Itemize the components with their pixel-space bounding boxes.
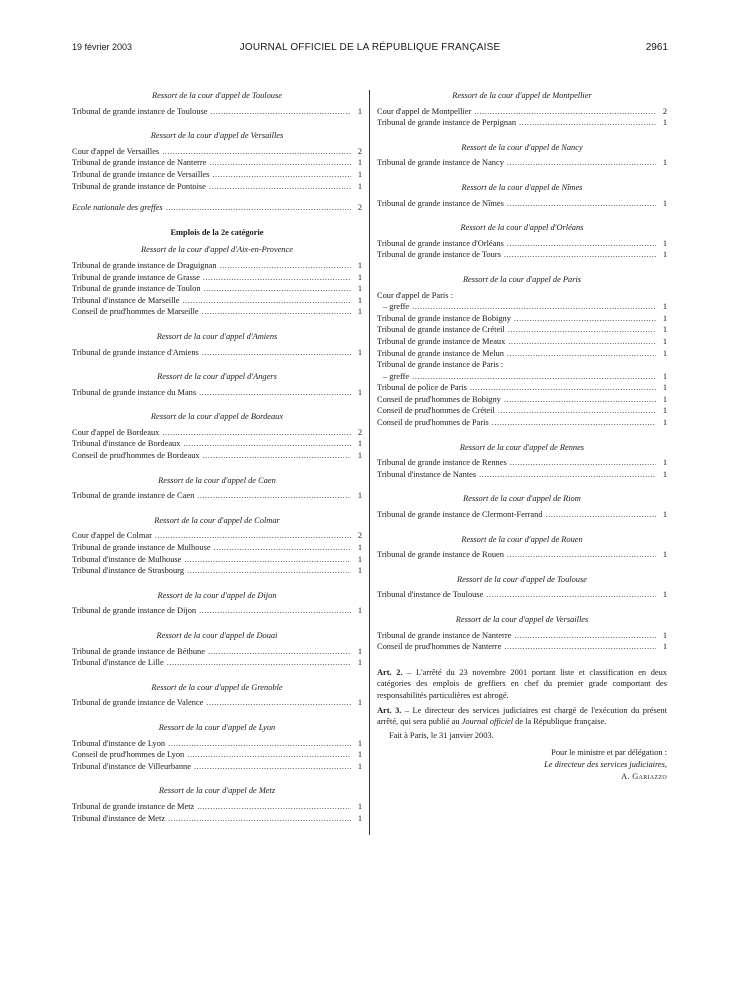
list-item [72, 347, 362, 359]
item-label: Tribunal de grande instance du Mans [72, 387, 197, 397]
article-3 [377, 705, 667, 728]
leader-dots [507, 238, 656, 250]
item-count: 1 [357, 272, 362, 282]
item-label: Tribunal de grande instance de Bobigny [377, 313, 511, 323]
leader-dots [474, 106, 656, 118]
item-label: Cour d'appel de Montpellier [377, 106, 472, 116]
list-item [72, 272, 362, 284]
list-item [377, 336, 667, 348]
item-label: Tribunal de grande instance d'Amiens [72, 347, 199, 357]
leader-dots [202, 306, 351, 318]
section-heading: Ressort de la cour d'appel d'Angers [157, 372, 277, 382]
leader-dots [166, 202, 351, 214]
article-3-journal: Journal officiel [461, 717, 514, 727]
item-count: 1 [357, 181, 362, 191]
item-count: 1 [662, 642, 667, 652]
list-item [377, 371, 667, 383]
item-label: Tribunal de grande instance de Tours [377, 250, 501, 260]
signature-line-2: Le directeur des services judiciaires, [544, 759, 667, 769]
list-item [72, 490, 362, 502]
list-item [72, 542, 362, 554]
leader-dots [504, 249, 656, 261]
list-item [377, 198, 667, 210]
section-heading: Ressort de la cour d'appel de Colmar [154, 515, 280, 525]
section [377, 493, 667, 520]
item-count: 1 [662, 198, 667, 208]
leader-dots [470, 382, 656, 394]
leader-dots [510, 457, 656, 469]
item-count: 1 [662, 510, 667, 520]
list-item [377, 359, 667, 371]
item-count: 2 [357, 427, 362, 437]
section-heading: Ressort de la cour d'appel de Toulouse [457, 574, 587, 584]
item-label: Tribunal de grande instance de Caen [72, 491, 195, 501]
item-label: Conseil de prud'hommes de Lyon [72, 750, 185, 760]
list-item [377, 641, 667, 653]
leader-dots [209, 157, 351, 169]
item-label: Tribunal de grande instance de Melun [377, 348, 504, 358]
article-3-label: Art. 3. [377, 705, 402, 715]
leader-dots [504, 641, 656, 653]
item-label: Conseil de prud'hommes de Créteil [377, 406, 495, 416]
list-item [72, 646, 362, 658]
section-heading: Ressort de la cour d'appel de Nancy [461, 142, 583, 152]
section [72, 130, 362, 214]
item-count: 1 [357, 307, 362, 317]
item-label: Tribunal de grande instance de Béthune [72, 646, 205, 656]
leader-dots [507, 198, 656, 210]
section-heading: Ressort de la cour d'appel de Lyon [158, 722, 276, 732]
section-heading: Ressort de la cour d'appel de Toulouse [152, 91, 282, 100]
item-count: 1 [662, 630, 667, 640]
list-item [72, 260, 362, 272]
section [72, 331, 362, 358]
item-count: 1 [357, 387, 362, 397]
leader-dots [168, 813, 351, 825]
section [72, 411, 362, 461]
leader-dots [507, 549, 656, 561]
list-item [377, 301, 667, 313]
leader-dots [546, 509, 656, 521]
item-count: 1 [357, 451, 362, 461]
item-count: 1 [357, 658, 362, 668]
list-item [377, 348, 667, 360]
item-label: Tribunal de grande instance de Nîmes [377, 198, 504, 208]
item-label: Tribunal de grande instance de Valence [72, 698, 204, 708]
leader-dots [199, 605, 351, 617]
item-count: 1 [662, 371, 667, 381]
section-heading: Ressort de la cour d'appel de Versailles [455, 615, 589, 624]
item-label: Tribunal de grande instance de Rouen [377, 550, 504, 560]
item-count: 2 [357, 146, 362, 156]
leader-dots [507, 348, 656, 360]
item-count: 1 [357, 169, 362, 179]
list-item [377, 324, 667, 336]
item-label: Tribunal de grande instance de Draguignan [72, 260, 217, 270]
item-count: 1 [357, 646, 362, 656]
item-label: Conseil de prud'hommes de Nanterre [377, 642, 502, 652]
item-label: Tribunal de grande instance de Mulhouse [72, 543, 211, 553]
item-count: 1 [662, 418, 667, 428]
list-item [72, 387, 362, 399]
list-item [72, 697, 362, 709]
list-item [377, 290, 667, 302]
list-item [72, 283, 362, 295]
list-item [377, 394, 667, 406]
leader-dots [412, 371, 656, 383]
item-label: Ecole nationale des greffes [72, 203, 163, 213]
list-item [72, 761, 362, 773]
leader-dots [508, 336, 656, 348]
item-label: Tribunal de grande instance de Nanterre [377, 630, 512, 640]
section [72, 590, 362, 617]
leader-dots [212, 169, 351, 181]
leader-dots [507, 157, 656, 169]
leader-dots [412, 301, 656, 313]
signature-line-1: Pour le ministre et par délégation : [551, 748, 667, 758]
item-count: 1 [357, 106, 362, 116]
list-item [72, 438, 362, 450]
leader-dots [167, 657, 351, 669]
list-item [72, 738, 362, 750]
item-label: Tribunal de grande instance de Grasse [72, 272, 200, 282]
leader-dots [194, 761, 351, 773]
item-count: 1 [357, 761, 362, 771]
leader-dots [498, 405, 656, 417]
item-count: 2 [357, 203, 362, 213]
section [72, 371, 362, 398]
item-count: 1 [662, 406, 667, 416]
item-label: Conseil de prud'hommes de Marseille [72, 307, 199, 317]
fait-a-paris: Fait à Paris, le 31 janvier 2003. [389, 730, 494, 740]
article-3-text-part2: de la République française. [513, 717, 607, 727]
item-label: Tribunal d'instance de Villeurbanne [72, 761, 191, 771]
list-item [72, 169, 362, 181]
item-label: Tribunal de grande instance de Nanterre [72, 158, 207, 168]
item-label: Cour d'appel de Bordeaux [72, 427, 160, 437]
item-label: Tribunal d'instance de Lyon [72, 738, 166, 748]
item-count: 1 [357, 801, 362, 811]
leader-dots [514, 630, 656, 642]
item-count: 1 [662, 325, 667, 335]
list-item [72, 427, 362, 439]
item-label: Tribunal de grande instance de Rennes [377, 458, 507, 468]
item-count: 1 [662, 158, 667, 168]
leader-dots [202, 347, 351, 359]
leader-dots [183, 295, 352, 307]
list-item [377, 249, 667, 261]
section-heading: Ressort de la cour d'appel de Douai [156, 631, 278, 640]
article-2-label: Art. 2. [377, 667, 403, 677]
list-item [72, 813, 362, 825]
list-item [377, 157, 667, 169]
item-count: 2 [357, 531, 362, 541]
item-count: 1 [357, 284, 362, 294]
item-label: Tribunal de grande instance de Versailles [72, 169, 210, 179]
section [72, 682, 362, 709]
leader-dots [504, 394, 656, 406]
section [72, 515, 362, 577]
list-item [72, 157, 362, 169]
leader-dots [162, 146, 351, 158]
section-heading: Ressort de la cour d'appel de Dijon [157, 590, 277, 600]
item-label: Cour d'appel de Versailles [72, 146, 160, 156]
list-item [377, 457, 667, 469]
section [377, 614, 667, 653]
item-label: Tribunal de grande instance de Créteil [377, 325, 505, 335]
item-label: Tribunal de grande instance de Perpignan [377, 118, 517, 128]
list-item [72, 450, 362, 462]
item-count: 1 [662, 383, 667, 393]
item-label: Tribunal de grande instance de Metz [72, 801, 195, 811]
leader-dots [519, 117, 656, 129]
item-label: Tribunal de grande instance de Pontoise [72, 181, 206, 191]
item-count: 1 [357, 813, 362, 823]
item-label: Tribunal d'instance de Toulouse [377, 590, 484, 600]
article-2-text: – L'arrêté du 23 novembre 2001 portant liste et classification en deux catégories des emplois de greffiers en chef du premier grade comportant des responsabilités particulières est abrogé. [377, 667, 667, 700]
leader-dots [197, 801, 351, 813]
section-heading: Ressort de la cour d'appel de Montpellier [452, 91, 592, 100]
item-count: 1 [357, 606, 362, 616]
item-label: Cour d'appel de Paris : [377, 290, 453, 300]
leader-dots [187, 565, 351, 577]
item-label: Conseil de prud'hommes de Bordeaux [72, 451, 200, 461]
list-item [72, 306, 362, 318]
section [72, 475, 362, 502]
item-label: Conseil de prud'hommes de Bobigny [377, 394, 501, 404]
list-item [72, 605, 362, 617]
list-item [377, 549, 667, 561]
item-count: 1 [357, 738, 362, 748]
list-item [377, 382, 667, 394]
leader-dots [486, 589, 656, 601]
section [72, 227, 362, 239]
item-count: 2 [662, 106, 667, 116]
signature-name-text: A. Gariazzo [621, 771, 667, 781]
section-heading: Ressort de la cour d'appel de Riom [463, 494, 581, 504]
item-count: 1 [662, 302, 667, 312]
list-item [72, 749, 362, 761]
item-count: 1 [357, 439, 362, 449]
page-number: 2961 [645, 42, 668, 53]
page-header [72, 42, 668, 56]
section [377, 574, 667, 601]
item-count: 1 [357, 347, 362, 357]
list-item [72, 181, 362, 193]
leader-dots [206, 697, 351, 709]
section-heading: Ressort de la cour d'appel de Paris [462, 274, 582, 284]
item-label: Tribunal d'instance de Strasbourg [72, 566, 185, 576]
item-label: Tribunal de grande instance de Toulouse [72, 106, 208, 116]
item-label: Cour d'appel de Colmar [72, 531, 152, 541]
list-item [72, 554, 362, 566]
item-label: Tribunal de grande instance de Toulon [72, 284, 201, 294]
item-label: Tribunal d'instance de Metz [72, 813, 166, 823]
list-item [377, 589, 667, 601]
item-count: 1 [662, 458, 667, 468]
item-count: 1 [357, 295, 362, 305]
leader-dots [492, 417, 656, 429]
list-item [377, 405, 667, 417]
leader-dots [168, 738, 351, 750]
section [377, 274, 667, 429]
item-count: 1 [662, 313, 667, 323]
item-count: 1 [662, 348, 667, 358]
section [377, 182, 667, 209]
leader-dots [197, 490, 351, 502]
item-count: 1 [662, 118, 667, 128]
section [72, 630, 362, 669]
section-heading: Emplois de la 2e catégorie [170, 227, 264, 237]
item-count: 1 [662, 469, 667, 479]
leader-dots [208, 646, 351, 658]
section [72, 244, 362, 318]
section [72, 785, 362, 824]
item-count: 1 [357, 750, 362, 760]
item-label: Tribunal de police de Paris [377, 383, 467, 393]
section-heading: Ressort de la cour d'appel d'Amiens [156, 331, 278, 341]
list-item [377, 469, 667, 481]
list-item [72, 295, 362, 307]
leader-dots [203, 272, 351, 284]
leader-dots [210, 106, 351, 118]
list-item [72, 565, 362, 577]
leader-dots [214, 542, 351, 554]
leader-dots [162, 427, 351, 439]
section-heading: Ressort de la cour d'appel de Rennes [459, 442, 585, 452]
section [72, 722, 362, 772]
item-label: Tribunal d'instance de Lille [72, 658, 164, 668]
leader-dots [184, 554, 351, 566]
item-label: Tribunal de grande instance de Meaux [377, 336, 506, 346]
section-heading: Ressort de la cour d'appel de Metz [158, 786, 276, 796]
section-heading: Ressort de la cour d'appel de Nîmes [461, 182, 583, 192]
list-item [72, 146, 362, 158]
list-item [72, 106, 362, 118]
leader-dots [155, 530, 351, 542]
section-heading: Ressort de la cour d'appel de Bordeaux [150, 412, 284, 422]
section [72, 90, 362, 117]
section-heading: Ressort de la cour d'appel d'Aix-en-Provence [141, 245, 293, 255]
list-item [72, 530, 362, 542]
article-3-text-part1: – Le directeur des services judiciaires est chargé de l'exécution du présent arrêté, qui sera publié au [377, 705, 667, 727]
item-count: 1 [357, 260, 362, 270]
leader-dots [187, 749, 351, 761]
list-item [72, 657, 362, 669]
item-label: Tribunal de grande instance de Nancy [377, 158, 504, 168]
article-2 [377, 667, 667, 702]
list-item [377, 238, 667, 250]
item-count: 1 [662, 250, 667, 260]
item-count: 1 [662, 394, 667, 404]
item-count: 1 [357, 158, 362, 168]
right-column [377, 90, 667, 782]
section-heading: Ressort de la cour d'appel de Versailles [150, 131, 284, 141]
section-heading: Ressort de la cour d'appel de Caen [158, 475, 276, 485]
item-label: Tribunal d'instance de Nantes [377, 469, 477, 479]
item-count: 1 [662, 590, 667, 600]
item-label: Tribunal de grande instance de Clermont-Ferrand [377, 510, 543, 520]
list-item [72, 801, 362, 813]
item-count: 1 [357, 566, 362, 576]
signature-name [377, 771, 667, 783]
section-heading: Ressort de la cour d'appel d'Orléans [460, 223, 584, 233]
list-item [377, 417, 667, 429]
item-count: 1 [357, 554, 362, 564]
leader-dots [479, 469, 656, 481]
leader-dots [204, 283, 351, 295]
item-count: 1 [357, 698, 362, 708]
right-sections [377, 90, 667, 653]
header-journal-title: JOURNAL OFFICIEL DE LA RÉPUBLIQUE FRANÇAISE [239, 42, 501, 53]
left-column [72, 90, 362, 824]
list-item [377, 313, 667, 325]
item-label: Tribunal de grande instance de Paris : [377, 360, 504, 370]
leader-dots [183, 438, 351, 450]
section [377, 90, 667, 129]
header-date: 19 février 2003 [72, 42, 133, 52]
item-label: Tribunal d'instance de Bordeaux [72, 439, 181, 449]
item-label: Tribunal de grande instance de Dijon [72, 606, 197, 616]
section-heading: Ressort de la cour d'appel de Rouen [461, 534, 583, 544]
section-heading: Ressort de la cour d'appel de Grenoble [151, 682, 283, 692]
item-label: Conseil de prud'hommes de Paris [377, 418, 489, 428]
column-divider [369, 90, 370, 835]
list-item [377, 509, 667, 521]
list-item [377, 106, 667, 118]
leader-dots [508, 324, 656, 336]
leader-dots [220, 260, 351, 272]
item-count: 1 [662, 238, 667, 248]
item-label: Tribunal d'instance de Mulhouse [72, 554, 182, 564]
section [377, 222, 667, 261]
item-count: 1 [662, 550, 667, 560]
leader-dots [209, 181, 351, 193]
section [377, 534, 667, 561]
list-item [377, 117, 667, 129]
section [377, 442, 667, 481]
list-item [377, 630, 667, 642]
item-label: Tribunal d'instance de Marseille [72, 295, 180, 305]
leader-dots [203, 450, 351, 462]
item-count: 1 [357, 491, 362, 501]
item-label: – greffe [383, 371, 410, 381]
item-label: Tribunal de grande instance d'Orléans [377, 238, 504, 248]
leader-dots [514, 313, 656, 325]
section [377, 142, 667, 169]
item-count: 1 [357, 543, 362, 553]
item-count: 1 [662, 336, 667, 346]
list-item [72, 202, 362, 214]
leader-dots [199, 387, 351, 399]
item-label: – greffe [383, 302, 410, 312]
